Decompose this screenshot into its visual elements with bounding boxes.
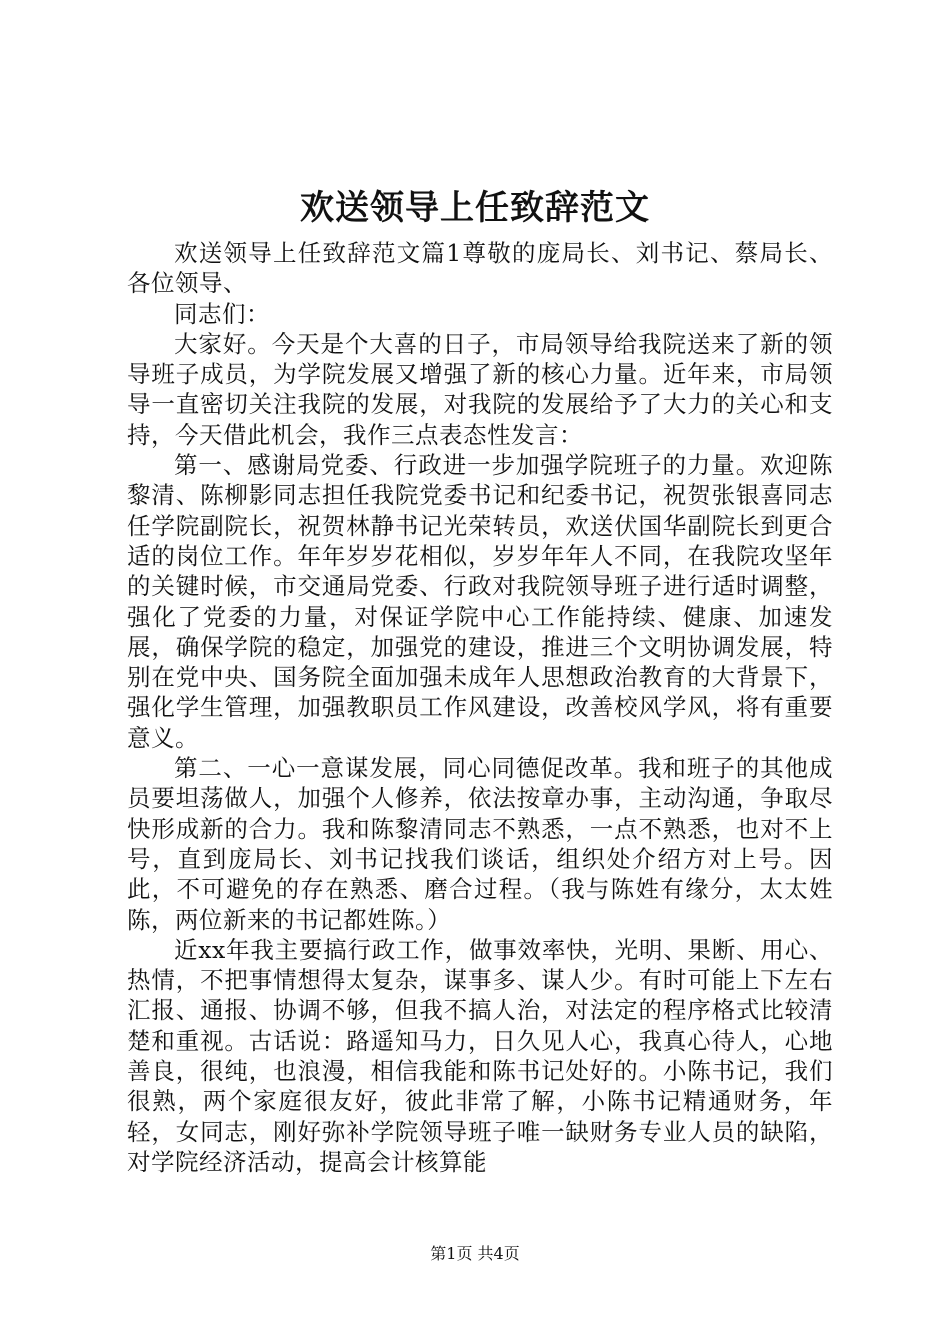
paragraph: 第一、感谢局党委、行政进一步加强学院班子的力量。欢迎陈黎清、陈柳影同志担任我院党委书记和纪委书记，祝贺张银喜同志任学院副院长，祝贺林静书记光荣转员，欢送伏国华副院长到更合适的岗位工作。年年岁岁花相似，岁岁年年人不同，在我院攻坚年的关键时候，市交通局党委、行政对我院领导班子进行适时调整，强化了党委的力量，对保证学院中心工作能持续、健康、加速发展，确保学院的稳定，加强党的建设，推进三个文明协调发展，特别在党中央、国务院全面加强未成年人思想政治教育的大背景下，强化学生管理，加强教职员工作风建设，改善校风学风，将有重要意义。 [127,451,833,752]
paragraph: 近xx年我主要搞行政工作，做事效率快，光明、果断、用心、热情，不把事情想得太复杂，谋事多、谋人少。有时可能上下左右汇报、通报、协调不够，但我不搞人治，对法定的程序格式比较清楚和重视。古话说：路遥知马力，日久见人心，我真心待人，心地善良，很纯，也浪漫，相信我能和陈书记处好的。小陈书记，我们很熟，两个家庭很友好，彼此非常了解，小陈书记精通财务，年轻，女同志，刚好弥补学院领导班子唯一缺财务专业人员的缺陷，对学院经济活动，提高会计核算能 [127,935,833,1176]
document-title: 欢送领导上任致辞范文 [300,188,650,228]
paragraph: 大家好。今天是个大喜的日子，市局领导给我院送来了新的领导班子成员，为学院发展又增强了新的核心力量。近年来，市局领导一直密切关注我院的发展，对我院的发展给予了大力的关心和支持，今天借此机会，我作三点表态性发言： [127,329,833,449]
document-body [127,238,833,1177]
paragraph: 第二、一心一意谋发展，同心同德促改革。我和班子的其他成员要坦荡做人，加强个人修养，依法按章办事，主动沟通，争取尽快形成新的合力。我和陈黎清同志不熟悉，一点不熟悉，也对不上号，直到庞局长、刘书记找我们谈话，组织处介绍方对上号。因此，不可避免的存在熟悉、磨合过程。（我与陈姓有缘分，太太姓陈，两位新来的书记都姓陈。） [127,754,833,934]
page-footer: 第1页 共4页 [430,1244,520,1263]
paragraph: 欢送领导上任致辞范文篇1尊敬的庞局长、刘书记、蔡局长、各位领导、 [127,239,833,298]
paragraph: 同志们： [174,299,270,328]
